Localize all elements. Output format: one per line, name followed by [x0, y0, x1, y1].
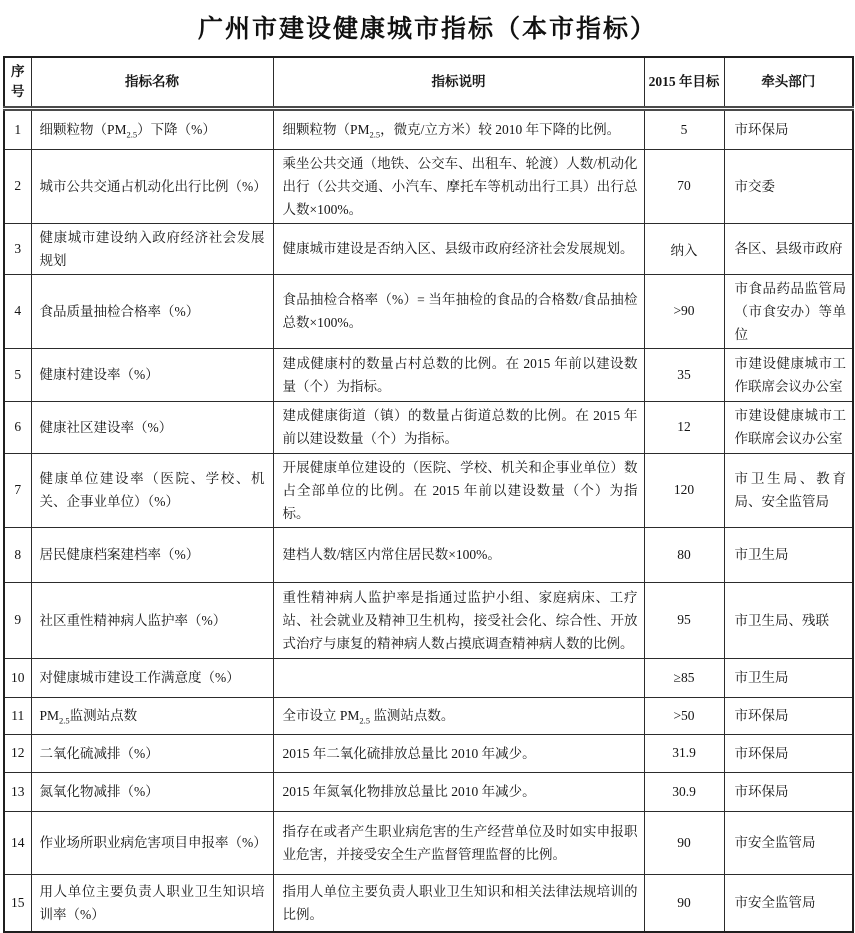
lead-department: 各区、县级市政府	[724, 223, 853, 274]
indicator-name: 居民健康档案建档率（%）	[31, 527, 273, 582]
lead-department: 市卫生局	[724, 658, 853, 697]
document-page	[0, 9, 855, 933]
row-number: 13	[4, 772, 31, 811]
col-header-dept: 牵头部门	[724, 57, 853, 108]
indicator-desc: 建档人数/辖区内常住居民数×100%。	[273, 527, 644, 582]
indicator-name: 对健康城市建设工作满意度（%）	[31, 658, 273, 697]
table-row	[4, 108, 853, 149]
row-number: 5	[4, 348, 31, 401]
page-title: 广州市建设健康城市指标（本市指标）	[197, 16, 657, 43]
table-row	[4, 223, 853, 274]
col-header-target: 2015 年目标	[644, 57, 724, 108]
row-number: 4	[4, 274, 31, 348]
indicator-name: 城市公共交通占机动化出行比例（%）	[31, 149, 273, 223]
target-2015: 纳入	[644, 223, 724, 274]
target-2015: 90	[644, 874, 724, 932]
indicator-desc: 食品抽检合格率（%）= 当年抽检的食品的合格数/食品抽检总数×100%。	[273, 274, 644, 348]
target-2015: 30.9	[644, 772, 724, 811]
table-row	[4, 811, 853, 874]
indicator-name: 用人单位主要负责人职业卫生知识培训率（%）	[31, 874, 273, 932]
indicator-desc: 乘坐公共交通（地铁、公交车、出租车、轮渡）人数/机动化出行（公共交通、小汽车、摩托车等机动出行工具）出行总人数×100%。	[273, 149, 644, 223]
target-2015: 90	[644, 811, 724, 874]
col-header-desc: 指标说明	[273, 57, 644, 108]
indicator-desc: 开展健康单位建设的（医院、学校、机关和企事业单位）数占全部单位的比例。在 2015 年前以建设数量（个）为指标。	[273, 453, 644, 527]
indicator-desc: 指用人单位主要负责人职业卫生知识和相关法律法规培训的比例。	[273, 874, 644, 932]
header-row	[4, 57, 853, 108]
indicators-table-body	[4, 108, 853, 932]
target-2015: 31.9	[644, 734, 724, 772]
target-2015: 35	[644, 348, 724, 401]
table-row	[4, 734, 853, 772]
indicator-name: 细颗粒物$(PM_{2.5})$下降（%）	[31, 108, 273, 149]
table-row	[4, 453, 853, 527]
table-row	[4, 348, 853, 401]
indicator-desc: 重性精神病人监护率是指通过监护小组、家庭病床、工疗站、社会就业及精神卫生机构，接受社会化、综合性、开放式治疗与康复的精神病人数占摸底调查精神病人数的比例。	[273, 582, 644, 658]
indicator-desc	[273, 658, 644, 697]
indicator-desc: 指存在或者产生职业病危害的生产经营单位及时如实申报职业危害，并接受安全生产监督管理监督的比例。	[273, 811, 644, 874]
target-2015: 5	[644, 108, 724, 149]
indicator-name: 健康城市建设纳入政府经济社会发展规划	[31, 223, 273, 274]
col-header-name: 指标名称	[31, 57, 273, 108]
indicator-name: $PM_{2.5}$监测站点数	[31, 697, 273, 734]
table-header	[4, 57, 853, 108]
indicator-name: 氮氧化物减排（%）	[31, 772, 273, 811]
target-2015: >50	[644, 697, 724, 734]
table-row	[4, 149, 853, 223]
lead-department: 市食品药品监管局（市食安办）等单位	[724, 274, 853, 348]
target-2015: >90	[644, 274, 724, 348]
target-2015: ≥85	[644, 658, 724, 697]
lead-department: 市环保局	[724, 108, 853, 149]
lead-department: 市安全监管局	[724, 874, 853, 932]
indicator-desc: 建成健康街道（镇）的数量占街道总数的比例。在 2015 年前以建设数量（个）为指标。	[273, 401, 644, 453]
row-number: 9	[4, 582, 31, 658]
table-row	[4, 274, 853, 348]
table-row	[4, 874, 853, 932]
lead-department: 市环保局	[724, 734, 853, 772]
row-number: 3	[4, 223, 31, 274]
col-header-no: 序号	[4, 57, 31, 108]
target-2015: 80	[644, 527, 724, 582]
lead-department: 市安全监管局	[724, 811, 853, 874]
target-2015: 120	[644, 453, 724, 527]
indicator-name: 社区重性精神病人监护率（%）	[31, 582, 273, 658]
indicators-table	[3, 56, 854, 933]
lead-department: 市交委	[724, 149, 853, 223]
indicator-desc: 2015 年氮氧化物排放总量比 2010 年减少。	[273, 772, 644, 811]
indicator-desc: 建成健康村的数量占村总数的比例。在 2015 年前以建设数量（个）为指标。	[273, 348, 644, 401]
table-row	[4, 772, 853, 811]
lead-department: 市建设健康城市工作联席会议办公室	[724, 401, 853, 453]
table-row	[4, 527, 853, 582]
lead-department: 市环保局	[724, 697, 853, 734]
indicator-desc: 健康城市建设是否纳入区、县级市政府经济社会发展规划。	[273, 223, 644, 274]
row-number: 12	[4, 734, 31, 772]
target-2015: 12	[644, 401, 724, 453]
indicator-name: 食品质量抽检合格率（%）	[31, 274, 273, 348]
table-row	[4, 401, 853, 453]
indicator-desc: 2015 年二氧化硫排放总量比 2010 年减少。	[273, 734, 644, 772]
target-2015: 95	[644, 582, 724, 658]
row-number: 6	[4, 401, 31, 453]
row-number: 11	[4, 697, 31, 734]
lead-department: 市卫生局	[724, 527, 853, 582]
indicator-desc: 全市设立 $PM_{2.5}$ 监测站点数。	[273, 697, 644, 734]
indicator-name: 健康单位建设率（医院、学校、机关、企事业单位）（%）	[31, 453, 273, 527]
row-number: 7	[4, 453, 31, 527]
row-number: 2	[4, 149, 31, 223]
lead-department: 市建设健康城市工作联席会议办公室	[724, 348, 853, 401]
row-number: 1	[4, 108, 31, 149]
indicator-desc: 细颗粒物（$PM_{2.5}$，微克/立方米）较 2010 年下降的比例。	[273, 108, 644, 149]
indicator-name: 作业场所职业病危害项目申报率（%）	[31, 811, 273, 874]
table-row	[4, 658, 853, 697]
row-number: 8	[4, 527, 31, 582]
table-row	[4, 582, 853, 658]
indicator-name: 二氧化硫减排（%）	[31, 734, 273, 772]
row-number: 14	[4, 811, 31, 874]
indicator-name: 健康村建设率（%）	[31, 348, 273, 401]
lead-department: 市卫生局、教育局、安全监管局	[724, 453, 853, 527]
lead-department: 市卫生局、残联	[724, 582, 853, 658]
target-2015: 70	[644, 149, 724, 223]
row-number: 10	[4, 658, 31, 697]
row-number: 15	[4, 874, 31, 932]
table-row	[4, 697, 853, 734]
lead-department: 市环保局	[724, 772, 853, 811]
indicator-name: 健康社区建设率（%）	[31, 401, 273, 453]
